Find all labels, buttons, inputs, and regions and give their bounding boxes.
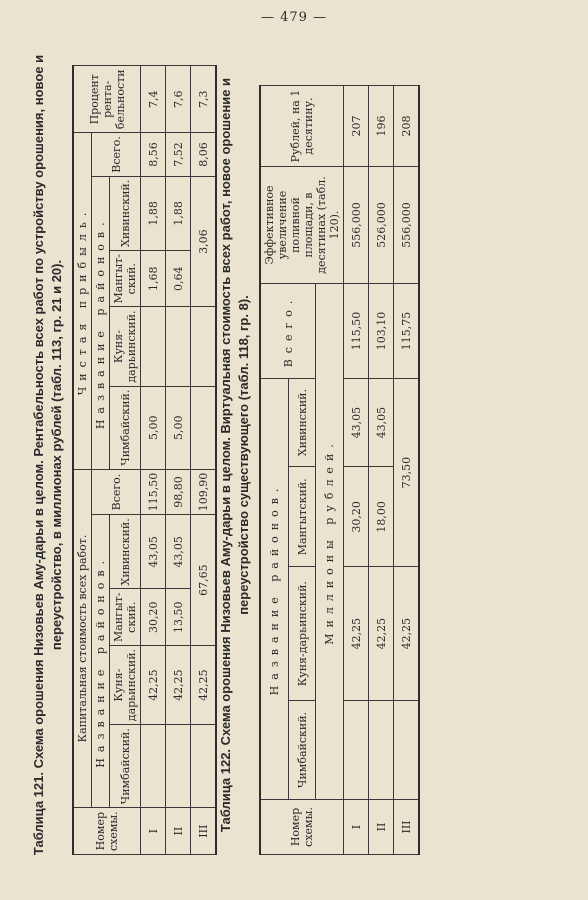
cell <box>141 307 166 386</box>
cell: 42,25 <box>394 567 420 701</box>
cell-merged-capital: 67,65 <box>191 515 217 646</box>
cell: 103,10 <box>369 284 394 379</box>
col-scheme: Номер схемы. <box>73 808 141 855</box>
cell: 1,88 <box>166 176 191 250</box>
cell: 7,52 <box>166 133 191 177</box>
cell: 526,000 <box>369 167 394 284</box>
col-profit-total: Всего. <box>92 133 141 177</box>
cell: 1,88 <box>141 176 166 250</box>
cell: 196 <box>369 86 394 167</box>
cell <box>166 725 191 808</box>
col-cap-mangyt: Мангыт-ский. <box>110 589 141 645</box>
col-profit: Чистая прибыль. <box>73 133 92 470</box>
table-121-caption: Таблица 121. Схема орошения Низовьев Аму-дарьи в целом. Рентабельность всех работ по устройству орошения, новое и переустройство, в миллионах рублей (табл. 113, гр. 21 и 20). <box>31 54 64 856</box>
table-row <box>191 66 217 855</box>
cell <box>344 701 369 800</box>
cell: 7,4 <box>141 66 166 133</box>
table-row <box>141 66 166 855</box>
cell: 556,000 <box>344 167 369 284</box>
col-capital: Капитальная стоимость всех работ. <box>73 469 92 808</box>
cell: 42,25 <box>166 645 191 724</box>
table-122 <box>259 85 420 855</box>
cell: 43,05 <box>369 378 394 466</box>
table-row <box>369 86 394 855</box>
col-district-names-profit: Название районов. <box>92 176 110 469</box>
col-scheme: Номер схемы. <box>260 800 344 855</box>
cell: 13,50 <box>166 589 191 645</box>
table-row <box>394 86 420 855</box>
table-row <box>166 66 191 855</box>
cell: 43,05 <box>141 515 166 589</box>
col-capital-total: Всего. <box>92 469 141 515</box>
cell: 115,50 <box>344 284 369 379</box>
cell <box>394 701 420 800</box>
cell-merged: 73,50 <box>394 378 420 566</box>
cell: 43,05 <box>166 515 191 589</box>
cell: 207 <box>344 86 369 167</box>
col-effective: Эффективное увеличение поливной площади, в десятинах (табл. 120). <box>260 167 344 284</box>
col-chimbay: Чимбайский. <box>288 701 316 800</box>
cell: 42,25 <box>191 645 217 724</box>
cell: 5,00 <box>141 386 166 469</box>
col-profit-kunya: Куня-дарьинский. <box>110 307 141 386</box>
table-row <box>344 86 369 855</box>
cell: I <box>141 808 166 855</box>
cell: 1,68 <box>141 250 166 306</box>
cell: 5,00 <box>166 386 191 469</box>
table-122-caption: Таблица 122. Схема орошения Низовьев Аму-дарьи в целом. Виртуальная стоимость всех работ, новое орошение и переустройство существующего (табл. 118, гр. 8). <box>218 77 251 833</box>
cell: 42,25 <box>141 645 166 724</box>
col-district-names-capital: Название районов. <box>92 515 110 808</box>
cell: 98,80 <box>166 469 191 515</box>
col-cap-khiva: Хивинский. <box>110 515 141 589</box>
cell: 109,90 <box>191 469 217 515</box>
cell: 208 <box>394 86 420 167</box>
cell <box>191 307 217 386</box>
cell: 0,64 <box>166 250 191 306</box>
col-cap-kunya: Куня-дарьинский. <box>110 645 141 724</box>
cell: 8,56 <box>141 133 166 177</box>
col-kunya: Куня-дарьинский. <box>288 567 316 701</box>
cell: I <box>344 800 369 855</box>
rotated-content <box>30 50 550 860</box>
cell: III <box>394 800 420 855</box>
cell: 556,000 <box>394 167 420 284</box>
cell <box>141 725 166 808</box>
cell: II <box>369 800 394 855</box>
cell: 115,50 <box>141 469 166 515</box>
cell: 7,3 <box>191 66 217 133</box>
col-district-names: Название районов. <box>260 378 288 799</box>
col-total: Всего. <box>260 284 316 379</box>
col-cap-chimbay: Чимбайский. <box>110 725 141 808</box>
page-number: — 479 — <box>260 10 328 25</box>
cell <box>166 307 191 386</box>
col-units: Миллионы рублей. <box>316 284 344 800</box>
cell: 7,6 <box>166 66 191 133</box>
cell: 30,20 <box>344 467 369 567</box>
col-profit-khiva: Хивинский. <box>110 176 141 250</box>
cell: 18,00 <box>369 467 394 567</box>
col-profit-mangyt: Мангыт-ский. <box>110 250 141 306</box>
table-121 <box>72 65 217 855</box>
cell-merged-profit: 3,06 <box>191 176 217 307</box>
cell <box>369 701 394 800</box>
cell: 42,25 <box>344 567 369 701</box>
cell: 8,06 <box>191 133 217 177</box>
cell: III <box>191 808 217 855</box>
col-rub-per: Рублей, на 1 десятину. <box>260 86 344 167</box>
col-profit-chimbay: Чимбайский. <box>110 386 141 469</box>
cell: II <box>166 808 191 855</box>
cell: 115,75 <box>394 284 420 379</box>
cell: 42,25 <box>369 567 394 701</box>
cell: 43,05 <box>344 378 369 466</box>
col-khiva: Хивинский. <box>288 378 316 466</box>
col-mangyt: Мангытский. <box>288 467 316 567</box>
cell: 30,20 <box>141 589 166 645</box>
col-percent: Процент рента-бельности <box>73 66 141 133</box>
cell <box>191 386 217 469</box>
cell <box>191 725 217 808</box>
